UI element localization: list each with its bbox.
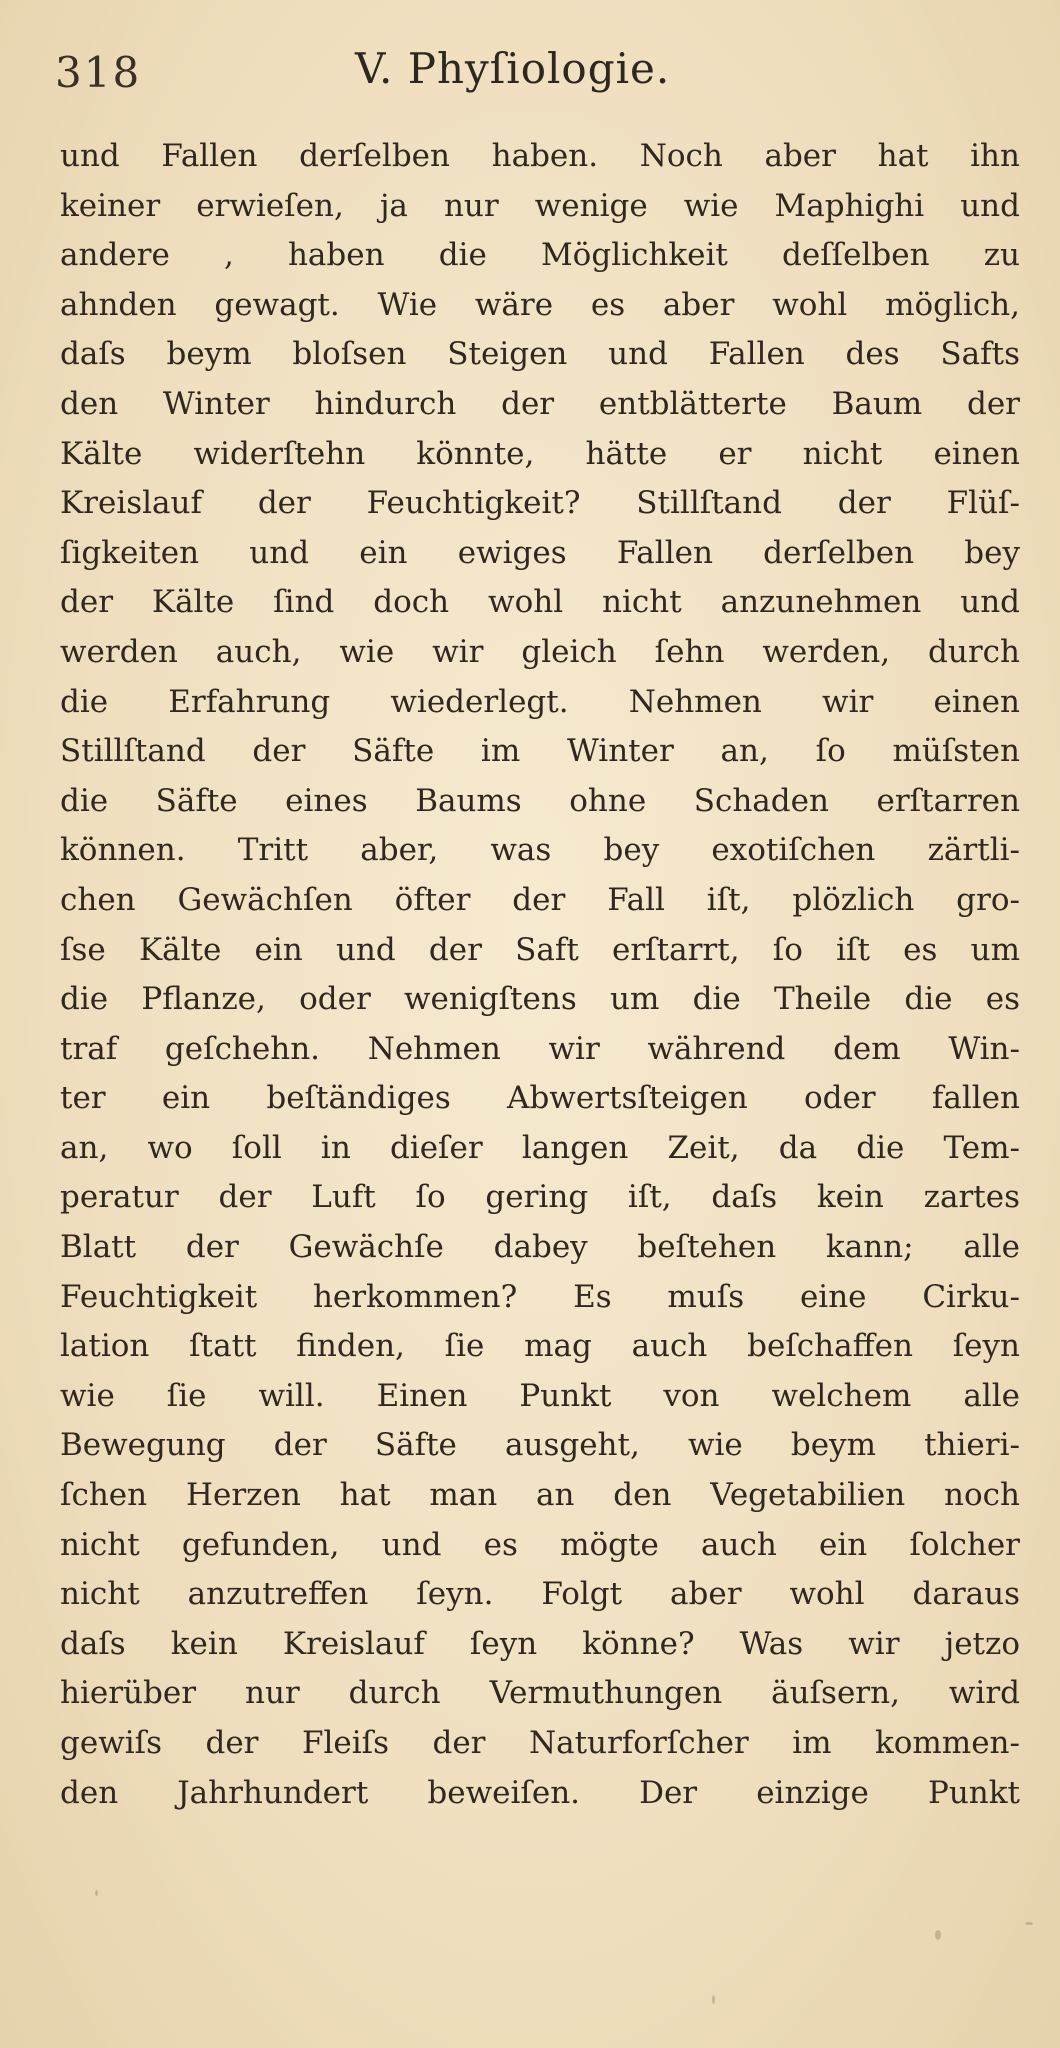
body-text <box>60 132 1020 1818</box>
text-line: Kälte widerſtehn könnte, hätte er nicht einen <box>60 435 1020 472</box>
text-line: lation ſtatt finden, ſie mag auch beſchaffen ſeyn <box>60 1328 1020 1365</box>
text-line: ahnden gewagt. Wie wäre es aber wohl möglich, <box>60 286 1020 323</box>
running-head: V. Phyſiologie. <box>355 44 671 93</box>
text-line: ter ein beſtändiges Abwertsſteigen oder fallen <box>60 1080 1020 1117</box>
text-line: traf geſchehn. Nehmen wir während dem Win- <box>60 1030 1020 1067</box>
text-line: chen Gewächſen öfter der Fall iſt, plözlich gro- <box>60 881 1020 918</box>
text-line: nicht gefunden, und es mögte auch ein ſolcher <box>60 1526 1020 1563</box>
text-line: Bewegung der Säfte ausgeht, wie beym thieri- <box>60 1427 1020 1464</box>
text-line: die Pflanze, oder wenigſtens um die Theile die es <box>60 981 1020 1018</box>
paper-speck <box>935 1930 941 1940</box>
text-line: den Winter hindurch der entblätterte Baum der <box>60 385 1020 422</box>
page-header <box>55 40 1000 100</box>
text-line: andere , haben die Möglichkeit deſſelben zu <box>60 237 1020 274</box>
paper-speck <box>95 1890 98 1896</box>
text-line: und Fallen derſelben haben. Noch aber hat ihn <box>60 138 1020 174</box>
text-line: Feuchtigkeit herkommen? Es muſs eine Cirku- <box>60 1278 1020 1315</box>
text-line: werden auch, wie wir gleich ſehn werden, durch <box>60 633 1020 670</box>
text-line: ſchen Herzen hat man an den Vegetabilien noch <box>60 1477 1020 1514</box>
text-line: den Jahrhundert beweiſen. Der einzige Punkt <box>60 1774 1020 1811</box>
text-line: die Säfte eines Baums ohne Schaden erſtarren <box>60 782 1020 819</box>
text-line: peratur der Luft ſo gering iſt, daſs kein zartes <box>60 1179 1020 1216</box>
text-line: gewiſs der Fleiſs der Naturforſcher im kommen- <box>60 1725 1020 1761</box>
text-line: Stillſtand der Säfte im Winter an, ſo müſsten <box>60 733 1020 770</box>
text-line: daſs kein Kreislauf ſeyn könne? Was wir jetzo <box>60 1625 1020 1662</box>
text-line: ſse Kälte ein und der Saft erſtarrt, ſo iſt es um <box>60 931 1020 968</box>
page-number: 318 <box>55 48 142 97</box>
text-line: Blatt der Gewächſe dabey beſtehen kann; alle <box>60 1229 1020 1266</box>
text-line: der Kälte ſind doch wohl nicht anzunehmen und <box>60 584 1020 621</box>
text-line: ſigkeiten und ein ewiges Fallen derſelben bey <box>60 534 1020 571</box>
text-line: die Erfahrung wiederlegt. Nehmen wir einen <box>60 683 1020 720</box>
text-line: keiner erwieſen, ja nur wenige wie Maphighi und <box>60 187 1020 224</box>
paper-speck <box>712 1995 715 2004</box>
text-line: können. Tritt aber, was bey exotiſchen zärtli- <box>60 832 1020 869</box>
text-line: nicht anzutreffen ſeyn. Folgt aber wohl daraus <box>60 1576 1020 1613</box>
text-line: Kreislauf der Feuchtigkeit? Stillſtand der Flüſ- <box>60 485 1020 522</box>
paper-speck <box>1025 1922 1033 1925</box>
text-line: daſs beym bloſsen Steigen und Fallen des Safts <box>60 336 1020 373</box>
text-line: an, wo ſoll in dieſer langen Zeit, da die Tem- <box>60 1129 1020 1166</box>
text-line: wie ſie will. Einen Punkt von welchem alle <box>60 1377 1020 1414</box>
text-line: hierüber nur durch Vermuthungen äuſsern, wird <box>60 1675 1020 1712</box>
